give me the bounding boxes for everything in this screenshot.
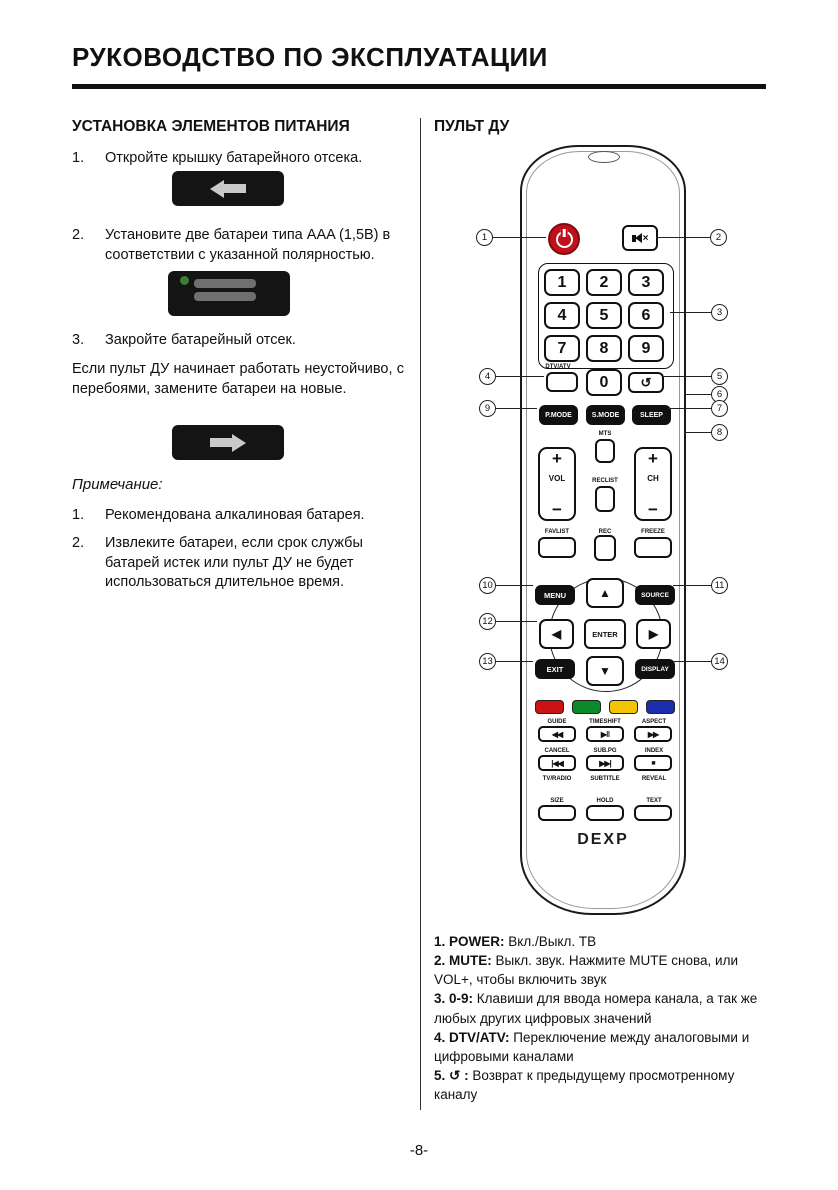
battery-replace-note: Если пульт ДУ начинает работать неустойчиво, с перебоями, замените батареи на новые.: [72, 361, 404, 398]
hold-label: HOLD: [596, 798, 614, 804]
digit-3-button: 3: [628, 269, 664, 296]
rec-label: REC: [598, 529, 612, 535]
remote-control-illustration: [520, 145, 686, 915]
callout-1: 1: [476, 229, 493, 246]
channel-rocker: [634, 447, 672, 521]
guide-label: GUIDE: [547, 719, 567, 725]
battery-step-3: 3. Закройте батарейный отсек.: [72, 331, 404, 351]
ch-up: +: [648, 449, 658, 468]
smode-button: S.MODE: [586, 405, 625, 425]
aspect-label: ASPECT: [641, 719, 667, 725]
description-dtv-atv: 4. DTV/ATV: Переключение между аналоговыми и цифровыми каналами: [434, 1029, 750, 1064]
stop-button: ■: [634, 755, 672, 771]
battery-step-2: 2. Установите две батареи типа AAA (1,5В) в соответствии с указанной полярностью.: [72, 226, 404, 265]
vol-down: −: [552, 500, 562, 519]
tv-radio-label: TV/RADIO: [542, 776, 572, 782]
callout-line: [670, 312, 711, 313]
digit-6-button: 6: [628, 302, 664, 329]
callout-6: 6: [711, 386, 728, 403]
text-button: [634, 805, 672, 821]
arrow-right-icon: [210, 434, 246, 452]
pmode-button: P.MODE: [539, 405, 578, 425]
callout-line: [496, 376, 544, 377]
mts-label: MTS: [598, 431, 612, 437]
callout-line: [496, 408, 537, 409]
brand-logo: DEXP: [577, 831, 629, 848]
index-label: INDEX: [644, 748, 664, 754]
battery-section-heading: УСТАНОВКА ЭЛЕМЕНТОВ ПИТАНИЯ: [72, 118, 350, 135]
power-button: [548, 223, 580, 255]
reclist-label: RECLIST: [592, 478, 618, 484]
prev-button: |◀◀: [538, 755, 576, 771]
callout-14: 14: [711, 653, 728, 670]
hold-button: [586, 805, 624, 821]
description-power: 1. POWER: Вкл./Выкл. ТВ: [434, 934, 597, 949]
note-2: 2. Извлеките батареи, если срок службы батарей истек или пульт ДУ не будет использоваться длительное время.: [72, 534, 404, 593]
description-mute: 2. MUTE: Выкл. звук. Нажмите MUTE снова, или VOL+, чтобы включить звук: [434, 953, 738, 988]
ch-down: −: [648, 500, 658, 519]
title-rule: [72, 84, 766, 89]
digit-4-button: 4: [544, 302, 580, 329]
digit-8-button: 8: [586, 335, 622, 362]
digit-2-button: 2: [586, 269, 622, 296]
size-button: [538, 805, 576, 821]
freeze-button: [634, 537, 672, 558]
page-title: РУКОВОДСТВО ПО ЭКСПЛУАТАЦИИ: [72, 42, 548, 72]
dtv-atv-label: DTV/ATV: [545, 364, 571, 370]
digit-1-button: 1: [544, 269, 580, 296]
subtitle-label: SUBTITLE: [590, 776, 620, 782]
step-text: Закройте батарейный отсек.: [105, 332, 296, 348]
callout-line: [656, 237, 710, 238]
exit-button: EXIT: [535, 659, 575, 679]
mts-button: [595, 439, 615, 463]
source-button: SOURCE: [635, 585, 675, 605]
battery-terminal: [180, 276, 189, 285]
battery-cover-open-image: [172, 171, 284, 206]
freeze-label: FREEZE: [641, 529, 665, 535]
next-button: ▶▶|: [586, 755, 624, 771]
note-text: Рекомендована алкалиновая батарея.: [105, 507, 365, 523]
up-arrow-button: ▲: [586, 578, 624, 608]
callout-line: [496, 661, 533, 662]
callout-line: [493, 237, 546, 238]
digit-7-button: 7: [544, 335, 580, 362]
menu-button: MENU: [535, 585, 575, 605]
description-return: 5. ↺ : Возврат к предыдущему просмотренному каналу: [434, 1068, 735, 1103]
blue-key: [646, 700, 675, 714]
left-arrow-button: ◀: [539, 619, 574, 649]
remote-diagram: [434, 118, 770, 930]
callout-line: [673, 661, 711, 662]
digit-0-button: 0: [586, 369, 622, 396]
rewind-button: ◀◀: [538, 726, 576, 742]
battery-cover-close-image: [172, 425, 284, 460]
right-arrow-button: ▶: [636, 619, 671, 649]
callout-7: 7: [711, 400, 728, 417]
sleep-button: SLEEP: [632, 405, 671, 425]
arrow-left-icon: [210, 180, 246, 198]
ch-label: CH: [647, 474, 659, 483]
callout-13: 13: [479, 653, 496, 670]
callout-11: 11: [711, 577, 728, 594]
callout-4: 4: [479, 368, 496, 385]
callout-line: [662, 376, 711, 377]
cancel-label: CANCEL: [544, 748, 570, 754]
step-text: Откройте крышку батарейного отсека.: [105, 150, 363, 166]
note-1: 1. Рекомендована алкалиновая батарея.: [72, 506, 404, 526]
button-descriptions: [434, 932, 770, 1104]
play-pause-button: ▶‖: [586, 726, 624, 742]
callout-2: 2: [710, 229, 727, 246]
digit-9-button: 9: [628, 335, 664, 362]
reclist-button: [595, 486, 615, 512]
green-key: [572, 700, 601, 714]
digit-5-button: 5: [586, 302, 622, 329]
description-digits: 3. 0-9: Клавиши для ввода номера канала, а так же любых других цифровых значений: [434, 991, 758, 1026]
favlist-button: [538, 537, 576, 558]
note-text: Извлеките батареи, если срок службы батарей истек или пульт ДУ не будет использоваться длительное время.: [105, 535, 363, 591]
callout-5: 5: [711, 368, 728, 385]
step-text: Установите две батареи типа AAA (1,5В) в соответствии с указанной полярностью.: [105, 227, 391, 263]
text-label: TEXT: [646, 798, 662, 804]
ir-window: [588, 151, 620, 163]
size-label: SIZE: [550, 798, 564, 804]
callout-8: 8: [711, 424, 728, 441]
yellow-key: [609, 700, 638, 714]
mute-button: ×: [622, 225, 658, 251]
timeshift-label: TIMESHIFT: [589, 719, 621, 725]
dtv-atv-button: [546, 372, 578, 392]
note-heading: Примечание:: [72, 476, 163, 493]
vol-label: VOL: [548, 474, 566, 483]
enter-button: ENTER: [584, 619, 626, 649]
callout-line: [684, 432, 711, 433]
vol-up: +: [552, 449, 562, 468]
rec-button: [594, 535, 616, 561]
callout-10: 10: [479, 577, 496, 594]
remote-section-heading: ПУЛЬТ ДУ: [434, 118, 510, 135]
red-key: [535, 700, 564, 714]
callout-line: [673, 585, 711, 586]
return-button: ↺: [628, 372, 664, 393]
callout-9: 9: [479, 400, 496, 417]
down-arrow-button: ▼: [586, 656, 624, 686]
battery-cell: [194, 292, 256, 301]
battery-cell: [194, 279, 256, 288]
callout-line: [496, 585, 533, 586]
callout-line: [668, 408, 711, 409]
page-number: -8-: [409, 1142, 429, 1159]
callout-3: 3: [711, 304, 728, 321]
callout-12: 12: [479, 613, 496, 630]
battery-step-1: 1. Откройте крышку батарейного отсека.: [72, 149, 404, 169]
reveal-label: REVEAL: [641, 776, 667, 782]
callout-line: [496, 621, 537, 622]
subpg-label: SUB.PG: [593, 748, 617, 754]
volume-rocker: [538, 447, 576, 521]
display-button: DISPLAY: [635, 659, 675, 679]
favlist-label: FAVLIST: [544, 529, 570, 535]
forward-button: ▶▶: [634, 726, 672, 742]
callout-line: [684, 394, 711, 395]
battery-compartment-image: [168, 271, 290, 316]
column-divider: [420, 118, 421, 1110]
